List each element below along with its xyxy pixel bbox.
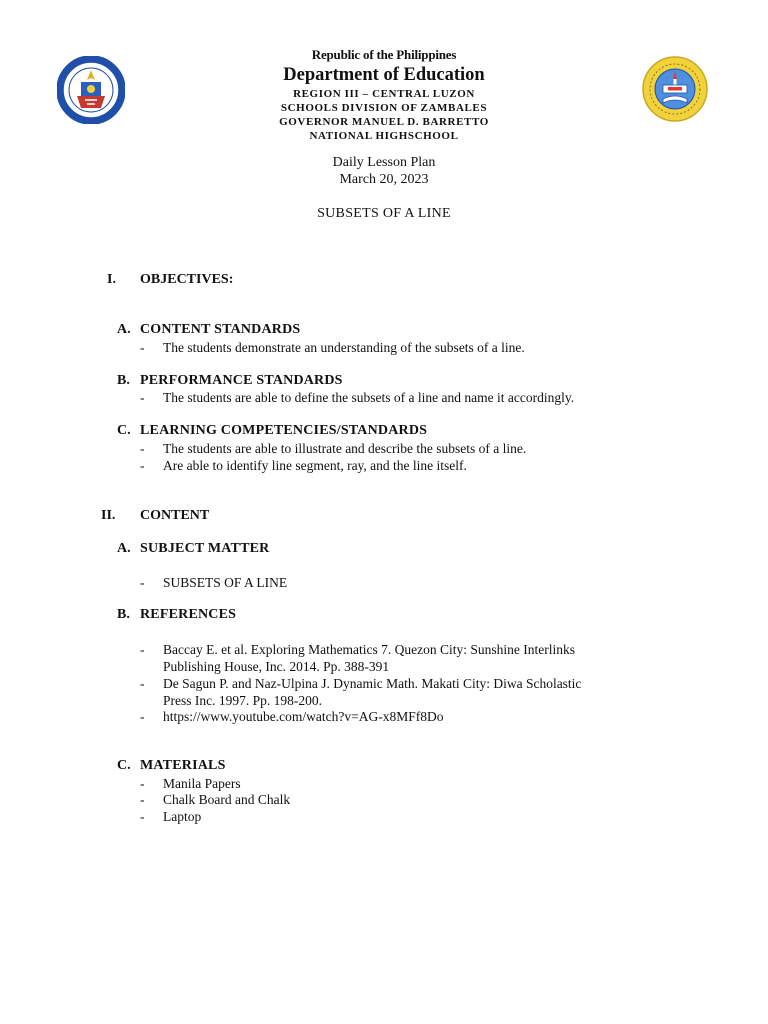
bullet-dash: - [140, 709, 145, 724]
bullet-dash: - [140, 792, 145, 807]
plan-date: March 20, 2023 [339, 172, 429, 187]
list-item: SUBSETS OF A LINE [163, 575, 288, 590]
school-heading-line2: NATIONAL HIGHSCHOOL [309, 130, 459, 142]
subsection-letter: A. [117, 541, 131, 556]
section-heading-content: CONTENT [140, 508, 210, 523]
lesson-title: SUBSETS OF A LINE [317, 206, 451, 221]
bullet-dash: - [140, 340, 145, 355]
reference-item-line1: De Sagun P. and Naz-Ulpina J. Dynamic Math. Makati City: Diwa Scholastic [163, 676, 582, 691]
subsection-heading-content-standards: CONTENT STANDARDS [140, 322, 301, 337]
list-item: Manila Papers [163, 776, 241, 791]
subsection-heading-learning-competencies: LEARNING COMPETENCIES/STANDARDS [140, 423, 428, 438]
reference-link[interactable]: https://www.youtube.com/watch?v=AG-x8MFf8Do [163, 709, 444, 724]
reference-item-line2: Publishing House, Inc. 2014. Pp. 388-391 [163, 659, 390, 674]
bullet-dash: - [140, 441, 145, 456]
bullet-dash: - [140, 390, 145, 405]
department-heading: Department of Education [283, 65, 485, 85]
bullet-dash: - [140, 642, 145, 657]
list-item: The students are able to illustrate and describe the subsets of a line. [163, 441, 527, 456]
division-heading: SCHOOLS DIVISION OF ZAMBALES [280, 102, 488, 114]
bullet-dash: - [140, 776, 145, 791]
subsection-heading-subject-matter: SUBJECT MATTER [140, 541, 270, 556]
republic-heading: Republic of the Philippines [311, 47, 457, 62]
list-item: The students demonstrate an understanding of the subsets of a line. [163, 340, 525, 355]
subsection-heading-performance-standards: PERFORMANCE STANDARDS [140, 373, 343, 388]
section-numeral-content: II. [101, 508, 116, 523]
list-item: Laptop [163, 809, 202, 824]
subsection-heading-references: REFERENCES [140, 607, 237, 622]
subsection-letter: B. [117, 373, 130, 388]
plan-label: Daily Lesson Plan [332, 155, 436, 170]
subsection-letter: C. [117, 423, 131, 438]
subsection-heading-materials: MATERIALS [140, 758, 226, 773]
reference-item-line1: Baccay E. et al. Exploring Mathematics 7. Quezon City: Sunshine Interlinks [163, 642, 576, 657]
bullet-dash: - [140, 575, 145, 590]
reference-item-line2: Press Inc. 1997. Pp. 198-200. [163, 693, 322, 708]
section-heading-objectives: OBJECTIVES: [140, 272, 234, 287]
subsection-letter: A. [117, 322, 131, 337]
bullet-dash: - [140, 458, 145, 473]
section-numeral-objectives: I. [107, 272, 116, 287]
subsection-letter: B. [117, 607, 130, 622]
list-item: The students are able to define the subsets of a line and name it accordingly. [163, 390, 575, 405]
subsection-letter: C. [117, 758, 131, 773]
school-heading-line1: GOVERNOR MANUEL D. BARRETTO [279, 116, 489, 128]
list-item: Chalk Board and Chalk [163, 792, 291, 807]
bullet-dash: - [140, 676, 145, 691]
region-heading: REGION III – CENTRAL LUZON [293, 88, 475, 100]
list-item: Are able to identify line segment, ray, and the line itself. [163, 458, 467, 473]
bullet-dash: - [140, 809, 145, 824]
